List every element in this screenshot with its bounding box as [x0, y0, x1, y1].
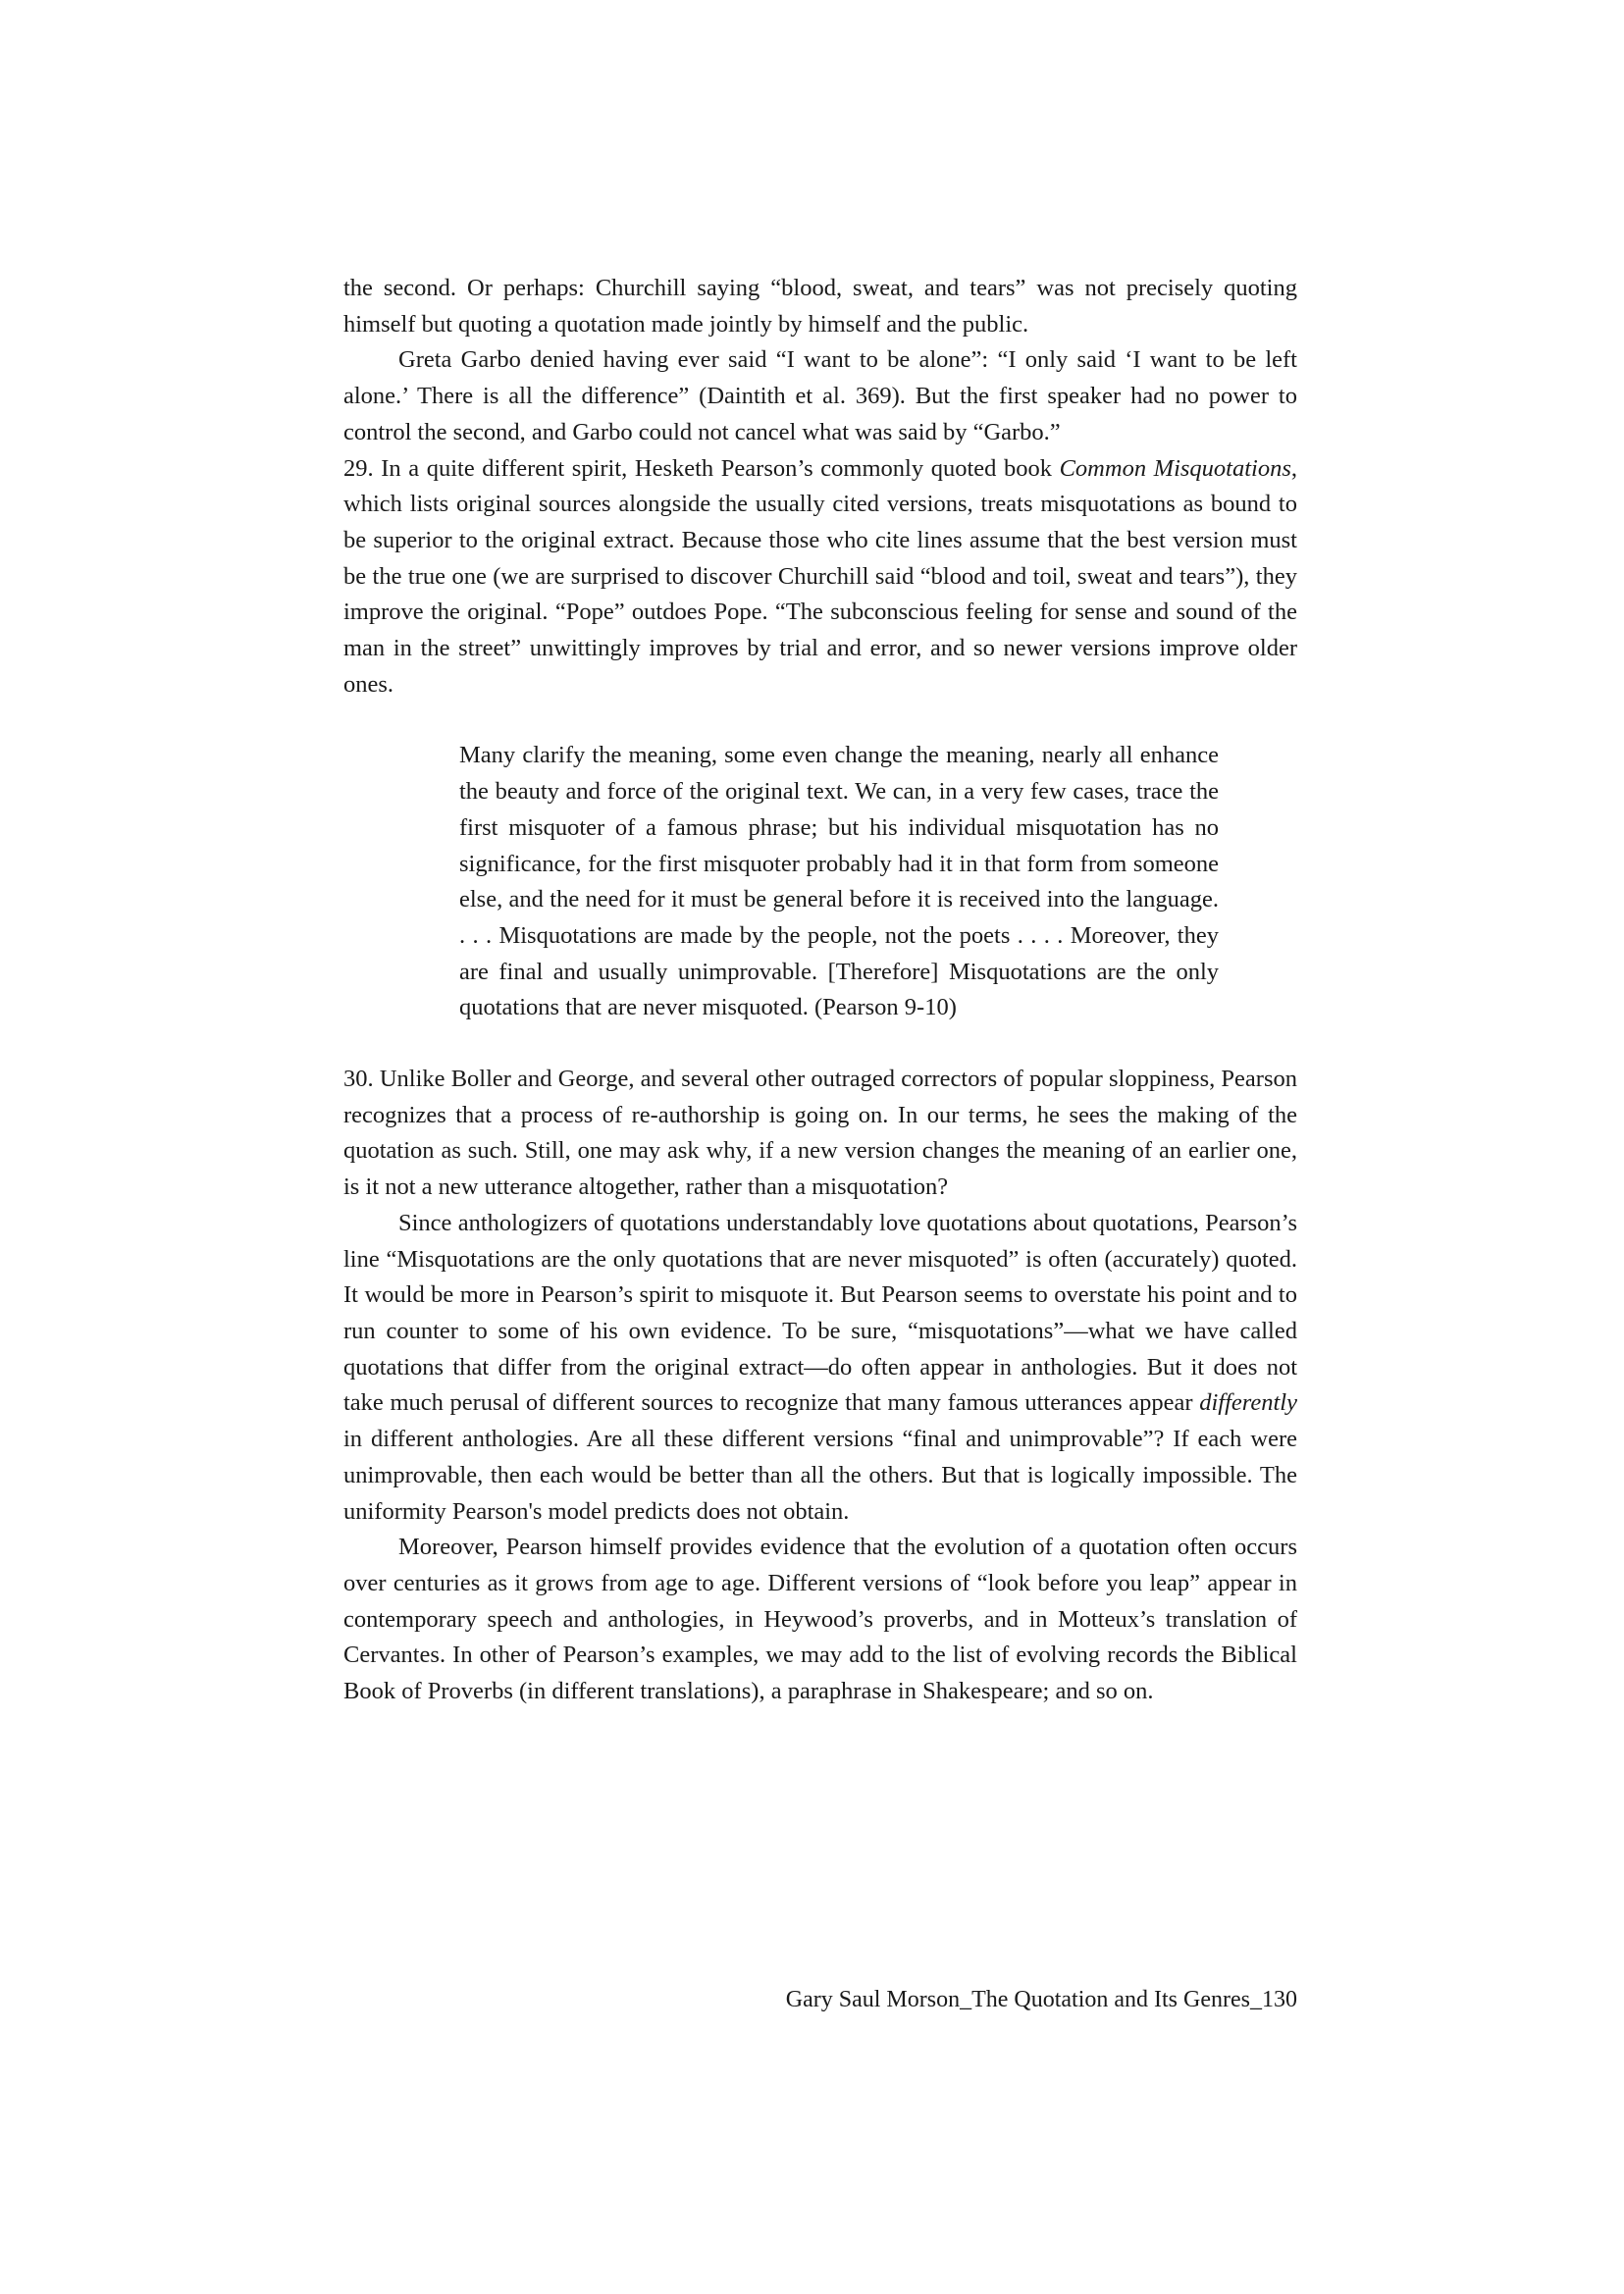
- paragraph-30: 30. Unlike Boller and George, and several other outraged correctors of popular sloppiness, Pearson recognizes that a process of re-authorship is going on. In our terms, he sees the making of the quotation as such. Still, one may ask why, if a new version changes the meaning of an earlier one, is it not a new utterance altogether, rather than a misquotation?: [343, 1066, 1297, 1201]
- paragraph-29-lead: 29. In a quite different spirit, Hesketh Pearson’s commonly quoted book: [343, 454, 1060, 482]
- paragraph-moreover: Moreover, Pearson himself provides evidence that the evolution of a quotation often occurs over centuries as it grows from age to age. Different versions of “look before you leap” appear in contemporary speech and anthologies, in Heywood’s proverbs, and in Motteux’s translation of Cervantes. In other of Pearson’s examples, we may add to the list of evolving records the Biblical Book of Proverbs (in different translations), a paraphrase in Shakespeare; and so on.: [343, 1534, 1297, 1705]
- paragraph-anthologizers: [343, 1206, 1297, 1530]
- paragraph-anthologizers-lead: Since anthologizers of quotations understandably love quotations about quotations, Pearson’s line “Misquotations are the only quotations that are never misquoted” is often (accurately) quoted. It would be more in Pearson’s spirit to misquote it. But Pearson seems to overstate his point and to run counter to some of his own evidence. To be sure, “misquotations”—what we have called quotations that differ from the original extract—do often appear in anthologies. But it does not take much perusal of different sources to recognize that many famous utterances appear: [343, 1209, 1297, 1417]
- book-title: Common Misquotations: [1059, 454, 1291, 482]
- page-body: [343, 271, 1297, 1710]
- block-quotation: Many clarify the meaning, some even change the meaning, nearly all enhance the beauty and force of the original text. We can, in a very few cases, trace the first misquoter of a famous phrase; but his individual misquotation has no significance, for the first misquoter probably had it in that form from someone else, and the need for it must be general before it is received into the language. . . . Misquotations are made by the people, not the poets . . . . Moreover, they are final and usually unimprovable. [Therefore] Misquotations are the only quotations that are never misquoted. (Pearson 9-10): [459, 742, 1219, 1021]
- paragraph-continuation: the second. Or perhaps: Churchill saying “blood, sweat, and tears” was not precisely quoting himself but quoting a quotation made jointly by himself and the public.: [343, 275, 1297, 338]
- paragraph-garbo: Greta Garbo denied having ever said “I want to be alone”: “I only said ‘I want to be left alone.’ There is all the difference” (Daintith et al. 369). But the first speaker had no power to control the second, and Garbo could not cancel what was said by “Garbo.”: [343, 346, 1297, 445]
- page-footer: Gary Saul Morson_The Quotation and Its Genres_130: [785, 1987, 1297, 2012]
- paragraph-29: [343, 451, 1297, 704]
- emphasis-differently: differently: [1199, 1389, 1297, 1417]
- paragraph-29-rest: , which lists original sources alongside the usually cited versions, treats misquotations as bound to be superior to the original extract. Because those who cite lines assume that the best version must be the true one (we are surprised to discover Churchill said “blood and toil, sweat and tears”), they improve the original. “Pope” outdoes Pope. “The subconscious feeling for sense and sound of the man in the street” unwittingly improves by trial and error, and so newer versions improve older ones.: [343, 454, 1298, 698]
- paragraph-anthologizers-rest: in different anthologies. Are all these different versions “final and unimprovable”? If each were unimprovable, then each would be better than all the others. But that is logically impossible. The uniformity Pearson's model predicts does not obtain.: [343, 1426, 1297, 1525]
